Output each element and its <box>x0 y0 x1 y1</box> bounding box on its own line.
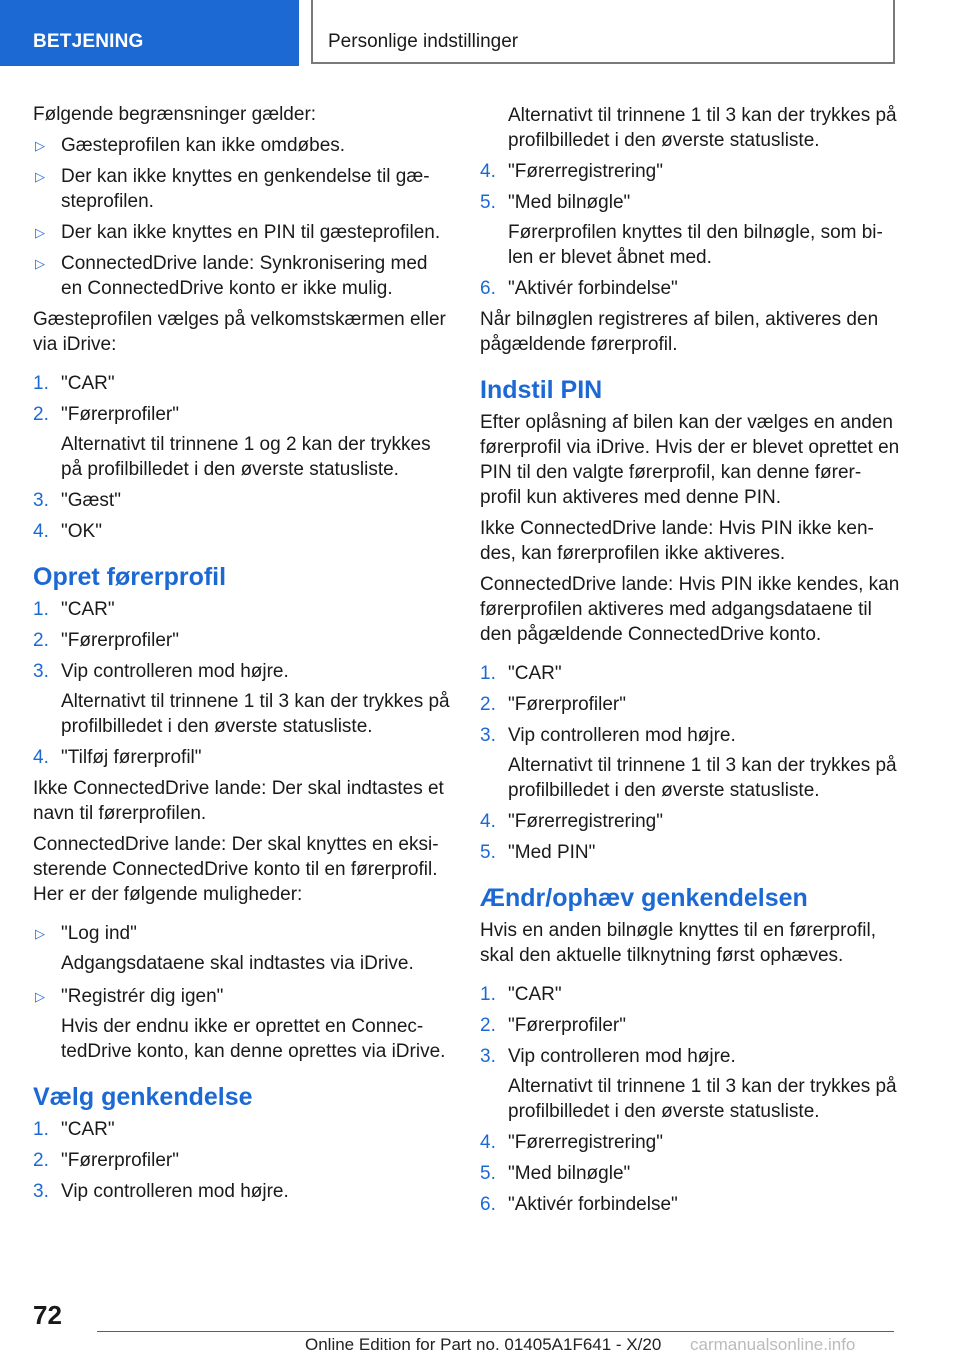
list-item: ▷ "Log ind" <box>35 923 137 944</box>
step-item: 1. "CAR" <box>480 984 562 1005</box>
step-item: 3. Vip controlleren mod højre. <box>480 1046 736 1067</box>
list-item: ▷ "Registrér dig igen" <box>35 986 224 1007</box>
step-item: 2. "Førerprofiler" <box>33 404 179 425</box>
section-tab: BETJENING <box>0 0 299 66</box>
step-note: Alternativt til trinnene 1 og 2 kan der trykkes på profilbilledet i den øverste statusliste. <box>61 434 431 480</box>
page-number: 72 <box>33 1300 62 1330</box>
section-heading: Indstil PIN <box>480 376 603 404</box>
step-item: 2. "Førerprofiler" <box>480 694 626 715</box>
triangle-bullet-icon: ▷ <box>35 138 45 153</box>
section-heading: Opret førerprofil <box>33 563 227 591</box>
step-item: 4. "OK" <box>33 521 102 542</box>
paragraph: ConnectedDrive lande: Hvis PIN ikke kendes, kan førerprofilen aktiveres med adgangsdataene til den pågældende ConnectedDrive konto. <box>480 574 900 645</box>
step-item: 4. "Førerregistrering" <box>480 811 663 832</box>
step-item: 1. "CAR" <box>33 1119 115 1140</box>
step-item: 3. Vip controlleren mod højre. <box>33 661 289 682</box>
triangle-bullet-icon: ▷ <box>35 256 45 271</box>
paragraph: ConnectedDrive lande: Der skal knyttes en eksi-sterende ConnectedDrive konto til en førerprofil. Her er der følgende muligheder: <box>33 834 439 905</box>
left-column <box>33 102 453 1210</box>
paragraph: Gæsteprofilen vælges på velkomstskærmen eller via iDrive: <box>33 309 446 355</box>
paragraph: Efter oplåsning af bilen kan der vælges en anden førerprofil via iDrive. Hvis der er blevet oprettet en PIN til den valgte førerprofil, kan denne fører-profil kun aktiveres med denne PIN. <box>480 412 900 508</box>
step-note: Adgangsdataene skal indtastes via iDrive. <box>61 953 414 974</box>
step-item: 5. "Med bilnøgle" <box>480 1163 631 1184</box>
list-item: ▷ Der kan ikke knyttes en PIN til gæsteprofilen. <box>35 222 441 243</box>
step-item: 5. "Med bilnøgle" <box>480 192 631 213</box>
step-item: 2. "Førerprofiler" <box>33 1150 179 1171</box>
footer-divider <box>97 1331 894 1332</box>
step-item: 2. "Førerprofiler" <box>480 1015 626 1036</box>
step-item: 1. "CAR" <box>33 599 115 620</box>
triangle-bullet-icon: ▷ <box>35 926 45 941</box>
step-item: 3. "Gæst" <box>33 490 121 511</box>
triangle-bullet-icon: ▷ <box>35 225 45 240</box>
step-item: 6. "Aktivér forbindelse" <box>480 1194 678 1215</box>
step-note: Alternativt til trinnene 1 til 3 kan der trykkes på profilbilledet i den øverste statusliste. <box>508 755 897 801</box>
list-item: ▷ ConnectedDrive lande: Synkronisering med en ConnectedDrive konto er ikke mulig. <box>35 253 428 299</box>
right-column <box>480 104 900 1223</box>
section-heading: Ændr/ophæv genkendelsen <box>480 884 808 912</box>
step-item: 4. "Tilføj førerprofil" <box>33 747 202 768</box>
step-note: Hvis der endnu ikke er oprettet en Connec-tedDrive konto, kan denne oprettes via iDrive. <box>61 1016 446 1062</box>
paragraph: Ikke ConnectedDrive lande: Hvis PIN ikke ken-des, kan førerprofilen ikke aktiveres. <box>480 518 874 564</box>
triangle-bullet-icon: ▷ <box>35 169 45 184</box>
step-item: 3. Vip controlleren mod højre. <box>480 725 736 746</box>
section-heading: Vælg genkendelse <box>33 1083 253 1111</box>
edition-text: Online Edition for Part no. 01405A1F641 - X/20 <box>305 1335 662 1354</box>
step-note: Alternativt til trinnene 1 til 3 kan der trykkes på profilbilledet i den øverste statusliste. <box>61 691 450 737</box>
step-item: 2. "Førerprofiler" <box>33 630 179 651</box>
step-item: 3. Vip controlleren mod højre. <box>33 1181 289 1202</box>
chapter-title: Personlige indstillinger <box>311 0 895 64</box>
step-note: Alternativt til trinnene 1 til 3 kan der trykkes på profilbilledet i den øverste statusliste. <box>508 1076 897 1122</box>
paragraph: Når bilnøglen registreres af bilen, aktiveres den pågældende førerprofil. <box>480 309 879 355</box>
watermark: carmanualsonline.info <box>690 1335 856 1354</box>
list-item: ▷ Gæsteprofilen kan ikke omdøbes. <box>35 135 346 156</box>
step-item: 5. "Med PIN" <box>480 842 596 863</box>
paragraph: Ikke ConnectedDrive lande: Der skal indtastes et navn til førerprofilen. <box>33 778 444 824</box>
step-item: 4. "Førerregistrering" <box>480 161 663 182</box>
step-item: 1. "CAR" <box>480 663 562 684</box>
list-item: ▷ Der kan ikke knyttes en genkendelse til gæ-steprofilen. <box>35 166 430 212</box>
paragraph: Følgende begrænsninger gælder: <box>33 104 317 125</box>
step-note: Alternativt til trinnene 1 til 3 kan der trykkes på profilbilledet i den øverste statusliste. <box>508 105 897 151</box>
paragraph: Hvis en anden bilnøgle knyttes til en førerprofil, skal den aktuelle tilknytning først ophæves. <box>480 920 877 966</box>
step-item: 6. "Aktivér forbindelse" <box>480 278 678 299</box>
step-item: 4. "Førerregistrering" <box>480 1132 663 1153</box>
page-header <box>0 0 960 66</box>
step-note: Førerprofilen knyttes til den bilnøgle, som bi-len er blevet åbnet med. <box>508 222 883 268</box>
triangle-bullet-icon: ▷ <box>35 989 45 1004</box>
step-item: 1. "CAR" <box>33 373 115 394</box>
